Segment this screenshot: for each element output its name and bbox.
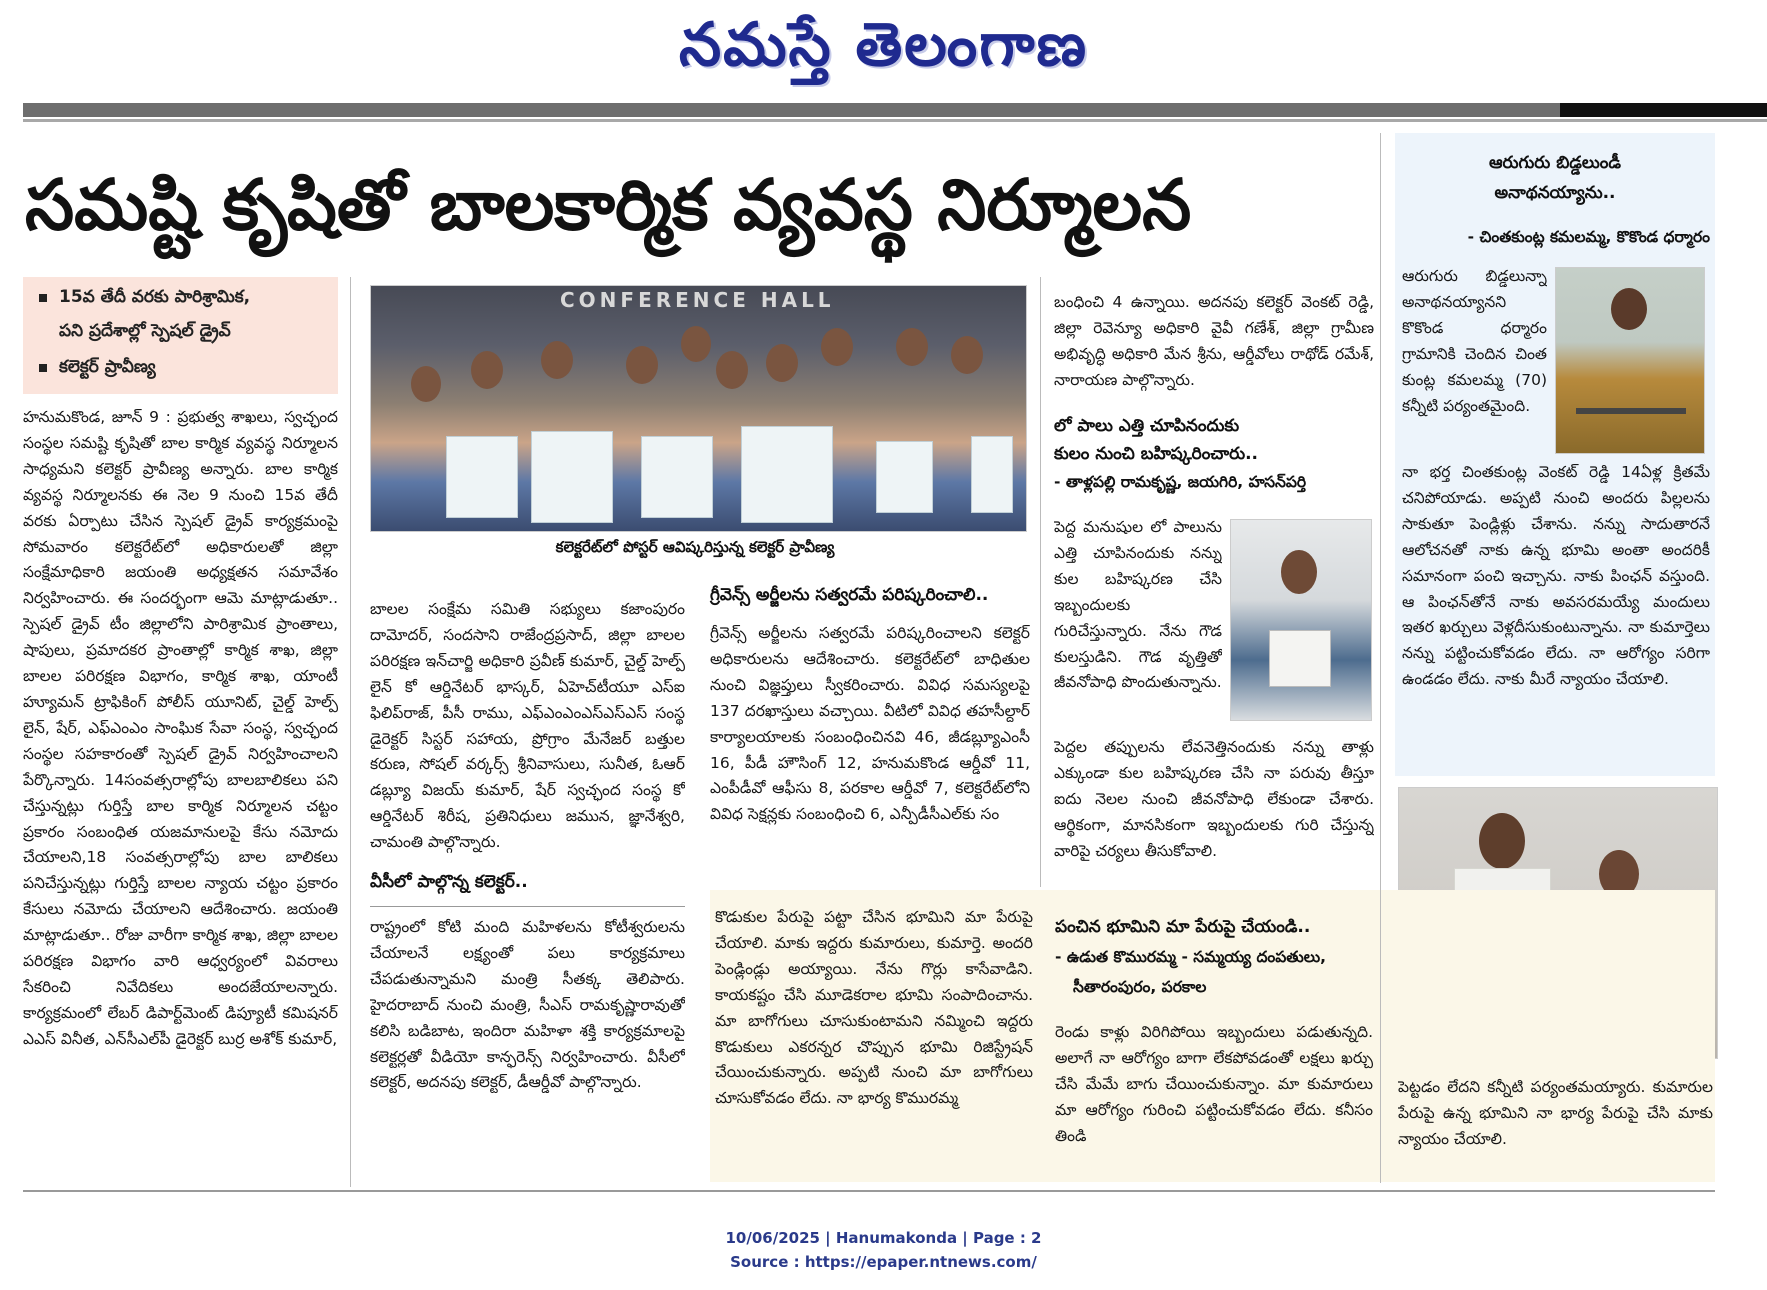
land-story-heading: [1055, 912, 1385, 1002]
masthead-rule-accent: [1560, 103, 1767, 117]
article-text: బాలల సంక్షేమ సమితి సభ్యులు కజాంపురం దామోదర్, సందసాని రాజేంద్రప్రసాద్, జిల్లా బాలల పరిరక్షణ ఇన్‌చార్జి అధికారి ప్రవీణ్ కుమార్, చైల్డ్ హెల్ప్ లైన్ కో ఆర్డినేటర్ భాస్కర్, ఏహెచ్‌టీయూ ఎస్‌ఐ ఫిలిప్‌రాజ్, పీసీ రాము, ఎఫ్‌ఎంఎంఎస్‌ఎస్‌ఎస్ సంస్థ డైరెక్టర్ సిస్టర్ సహాయ, ప్రోగ్రాం మేనేజర్ బత్తుల కరుణ, సోషల్ వర్కర్స్ శ్రీనివాసులు, సునీత, ఓఆర్ డబ్ల్యూ విజయ్ కుమార్, షేర్ స్వచ్ఛంద సంస్థ కో ఆర్డినేటర్ శిరీష, ప్రతినిధులు జమున, జ్ఞానేశ్వరి, చామంతి పాల్గొన్నారు.: [370, 600, 685, 852]
article-text: పెద్దల తప్పులను లేవనెత్తినందుకు నన్ను తాళ్లు ఎక్కుండా కుల బహిష్కరణ చేసి నా పరువు తీస్తూ ఐదు నెలల నుంచి జీవనోపాధి లేకుండా చేశారు. ఆర్థికంగా, మానసికంగా ఇబ్బందులకు గురి చేస్తున్న వారిపై చర్యలు తీసుకోవాలి.: [1054, 738, 1374, 860]
poster-sheet: [446, 436, 518, 518]
poster-sheet: [531, 431, 613, 523]
column-divider: [1380, 133, 1381, 1183]
article-text: ఆరుగురు బిడ్డలున్నా అనాథనయ్యానని కొకొండ ధర్మారం గ్రామానికి చెందిన చింత కుంట్ల కమలమ్మ (70) కన్నీటి పర్యంతమైంది.: [1402, 267, 1547, 415]
article-text: బంధించి 4 ఉన్నాయి. అదనపు కలెక్టర్ వెంకట్ రెడ్డి, జిల్లా రెవెన్యూ అధికారి వైవీ గణేశ్, జిల్లా గ్రామీణ అభివృద్ధి అధికారి మేన శ్రీను, ఆర్డీవోలు రాథోడ్ రమేశ్, నారాయణ పాల్గొన్నారు.: [1054, 293, 1374, 389]
poster-sheet: [641, 436, 713, 518]
land-story-col-1: [715, 905, 1033, 1180]
subheading-vc: వీసీలో పాల్గొన్న కలెక్టర్..: [370, 872, 528, 893]
masthead-rule: [23, 103, 1767, 117]
poster-sheet: [876, 441, 933, 513]
sidebar-text: [1402, 460, 1710, 760]
page-bottom-rule: [23, 1190, 1715, 1192]
conference-hall-sign: CONFERENCE HALL: [560, 288, 835, 312]
masthead-rule-thin: [23, 119, 1767, 122]
land-story-place: సీతారంపురం, పరకాల: [1073, 978, 1207, 996]
article-column-3: [710, 621, 1030, 883]
article-column-4-narrow: [1054, 515, 1222, 727]
article-text: గ్రీవెన్స్ అర్జీలను సత్వరమే పరిష్కరించాలని కలెక్టర్ అధికారులను ఆదేశించారు. కలెక్టరేట్‌లో బాధితుల నుంచి విజ్ఞప్తులు స్వీకరించారు. వివిధ సమస్యలపై 137 దరఖాస్తులు వచ్చాయి. వీటిలో వివిధ తహసీల్దార్ కార్యాలయాలకు సంబంధించినవి 46, జీడబ్ల్యూఎంసీ 16, పీడీ హౌసింగ్ 12, హనుమకొండ ఆర్డీవో 11, ఎంపీడీవో ఆఫీసు 8, పరకాల ఆర్డీవో 7, కలెక్టరేట్‌లోని వివిధ సెక్షన్లకు సంబంధించి 6, ఎన్పీడీసీఎల్‌కు సం: [710, 624, 1030, 824]
article-column-4-top: [1054, 290, 1374, 400]
land-story-title: పంచిన భూమిని మా పేరుపై చేయండి..: [1055, 917, 1311, 937]
article-text: పెట్టడం లేదని కన్నీటి పర్యంతమయ్యారు. కుమారుల పేరుపై ఉన్న భూమిని నా భార్య పేరుపై చేసి మాకు న్యాయం చేయాలి.: [1398, 1078, 1713, 1148]
collector-poster-photo: [370, 285, 1027, 532]
footer-date-page: 10/06/2025 | Hanumakonda | Page : 2: [725, 1229, 1042, 1247]
footer-source-link[interactable]: Source : https://epaper.ntnews.com/: [730, 1253, 1037, 1271]
land-story-byline: - ఉడుత కొమురమ్మ - సమ్మయ్య దంపతులు,: [1055, 948, 1326, 966]
poster-sheet: [741, 426, 833, 523]
article-text: రాష్ట్రంలో కోటి మంది మహిళలను కోటీశ్వరులను చేయాలనే లక్ష్యంతో పలు కార్యక్రమాలు చేపడుతున్నామని మంత్రి సీతక్క తెలిపారు. హైదరాబాద్ నుంచి మంత్రి, సీఎస్ రామకృష్ణారావుతో కలిసి బడిబాట, ఇందిరా మహిళా శక్తి కార్యక్రమాలపై కలెక్టర్లతో వీడియో కాన్ఫరెన్స్ నిర్వహించారు. వీసీలో కలెక్టర్, అదనపు కలెక్టర్, డీఆర్డీవో పాల్గొన్నారు.: [370, 917, 685, 1092]
article-column-4-bottom: [1054, 735, 1374, 875]
subheading-boycott-2: కులం నుంచి బహిష్కరించారు..: [1054, 444, 1259, 464]
elderly-woman-photo: [1555, 267, 1705, 454]
caste-boycott-section: [1054, 412, 1374, 496]
sidebar-byline: - చింతకుంట్ల కమలమ్మ, కొకొండ ధర్మారం: [1467, 228, 1710, 246]
highlights-box: [23, 277, 338, 394]
highlight-item: కలెక్టర్ ప్రావీణ్య: [59, 357, 156, 381]
column-divider: [350, 277, 351, 1187]
article-column-2: [370, 597, 685, 1187]
grievance-section: [710, 585, 1030, 609]
article-text: రెండు కాళ్లు విరిగిపోయి ఇబ్బందులు పడుతున్నది. అలాగే నా ఆరోగ్యం బాగా లేకపోవడంతో లక్షలు ఖర్చు చేసి మేమే బాగు చేయించుకున్నాం. మా కుమారులు మా ఆరోగ్యం గురించి పట్టించుకోవడం లేదు. కనీసం తిండి: [1055, 1023, 1373, 1145]
page-footer: [0, 1226, 1767, 1274]
land-story-col-2: [1055, 1020, 1373, 1180]
photo-caption: కలెక్టరేట్‌లో పోస్టర్ ఆవిష్కరిస్తున్న కలెక్టర్ ప్రావీణ్య: [555, 538, 835, 556]
sidebar-title-2: అనాథనయ్యాను..: [1494, 183, 1616, 203]
sidebar-text-narrow: [1402, 264, 1547, 454]
byline-ramakrishna: - తాళ్లపల్లి రామకృష్ణ, జయగిరి, హసన్‌పర్తి: [1054, 473, 1307, 491]
highlight-item: పని ప్రదేశాల్లో స్పెషల్ డ్రైవ్: [59, 321, 231, 341]
highlight-item: 15వ తేదీ వరకు పారిశ్రామిక,: [59, 287, 250, 311]
article-text: హనుమకొండ, జూన్ 9 : ప్రభుత్వ శాఖలు, స్వచ్ఛంద సంస్థల సమష్టి కృషితో బాల కార్మిక వ్యవస్థ నిర్మూలన సాధ్యమని కలెక్టర్ ప్రావీణ్య అన్నారు. బాల కార్మిక వ్యవస్థ నిర్మూలనకు ఈ నెల 9 నుంచి 15వ తేదీ వరకు ఏర్పాటు చేసిన స్పెషల్ డ్రైవ్ కార్యక్రమంపై సోమవారం కలెక్టరేట్‌లో అధికారులతో జిల్లా సంక్షేమాధికారి జయంతి అధ్యక్షతన సమావేశం నిర్వహించారు. ఈ సందర్భంగా ఆమె మాట్లాడుతూ.. స్పెషల్ డ్రైవ్ టీం జిల్లాలోని పారిశ్రామిక ప్రాంతాలు, షాపులు, ప్రమాదకర ప్రాంతాల్లో కార్మిక శాఖ, జిల్లా బాలల పరిరక్షణ విభాగం, కార్మిక శాఖ, యాంటీ హ్యూమన్ ట్రాఫికింగ్ పోలీస్ యూనిట్, చైల్డ్ హెల్ప్ లైన్, షేర్, ఎఫ్‌ఎంఎం సాంఘిక సేవా సంస్థ, స్వచ్ఛంద సంస్థల సహకారంతో స్పెషల్ డ్రైవ్ నిర్వహించాలని పేర్కొన్నారు. 14సంవత్సరాల్లోపు బాలబాలికలు పని చేస్తున్నట్లు గుర్తిస్తే బాల కార్మిక నిర్మూలన చట్టం ప్రకారం సంబంధిత యజమానులపై కేసు నమోదు చేయాలని,18 సంవత్సరాల్లోపు బాల బాలికలు పనిచేస్తున్నట్లు గుర్తిస్తే బాలల న్యాయ చట్టం ప్రకారం కేసులు నమోదు చేయాలని ఆదేశించారు. జయంతి మాట్లాడుతూ.. రోజు వారీగా కార్మిక శాఖ, జిల్లా బాలల పరిరక్షణ విభాగం వారి ఆధ్వర్యంలో వివరాలు సేకరించి నివేదికలు అందజేయాలన్నారు. కార్యక్రమంలో లేబర్ డిపార్ట్‌మెంట్ డిప్యూటీ కమిషనర్ ఎఎస్ వినీత, ఎన్‌సీఎల్‌పీ డైరెక్టర్ బుర్ర అశోక్ కుమార్,: [23, 408, 338, 1048]
article-text: కొడుకుల పేరుపై పట్టా చేసిన భూమిని మా పేరుపై చేయాలి. మాకు ఇద్దరు కుమారులు, కుమార్తె. అందరి పెండ్లిండ్లు అయ్యాయి. నేను గొర్లు కాసేవాడిని. కాయకష్టం చేసి మూడెకరాల భూమి సంపాదించాను. మా బాగోగులు చూసుకుంటామని నమ్మించి ఇద్దరు కొడుకులు ఎకరన్నర చొప్పున భూమి రిజిస్ట్రేషన్ చేయించుకున్నారు. అప్పటి నుంచి మా బాగోగులు చూసుకోవడం లేదు. నా భార్య కొమురమ్మ: [715, 908, 1033, 1108]
man-holding-paper-photo: [1230, 519, 1372, 721]
subheading-boycott-1: లో పాలు ఎత్తి చూపినందుకు: [1054, 416, 1240, 436]
article-column-1: [23, 405, 338, 1180]
masthead-logo: నమస్తే తెలంగాణ: [678, 10, 1089, 80]
article-text: పెద్ద మనుషుల లో పాలును ఎత్తి చూపినందుకు నన్ను కుల బహిష్కరణ చేసి ఇబ్బందులకు గురిచేస్తున్నారు. నేను గౌడ కులస్తుడిని. గౌడ వృత్తితో జీవనోపాధి పొందుతున్నాను.: [1054, 518, 1222, 692]
sidebar-title-1: ఆరుగురు బిడ్డలుండీ: [1488, 153, 1622, 173]
poster-sheet: [971, 436, 1013, 513]
article-text: నా భర్త చింతకుంట్ల వెంకట్ రెడ్డి 14ఏళ్ల క్రితమే చనిపోయాడు. అప్పటి నుంచి అందరు పిల్లలను సాకుతూ పెండ్లిళ్లు చేశాను. నన్ను సాదుతారనే ఆలోచనతో నాకు ఉన్న భూమి అంతా అందరికీ సమానంగా పంచి ఇచ్చాను. నాకు పింఛన్ వస్తుంది. ఆ పింఛన్‌తోనే నాకు అవసరమయ్యే మందులు ఇతర ఖర్చులు వెళ్లదీసుకుంటున్నాను. నా కుమార్తెలు నన్ను పట్టించుకోవడం లేదు. నా ఆరోగ్యం సరిగా ఉండడం లేదు. నాకు మీరే న్యాయం చేయాలి.: [1402, 463, 1710, 689]
headline: సమష్టి కృషితో బాలకార్మిక వ్యవస్థ నిర్మూలన: [25, 164, 1192, 246]
subheading-grievance: గ్రీవెన్స్ అర్జీలను సత్వరమే పరిష్కరించాలి..: [710, 585, 989, 605]
column-divider: [1040, 277, 1041, 887]
sidebar-heading: [1395, 148, 1715, 208]
land-story-col-3: [1398, 1075, 1713, 1175]
